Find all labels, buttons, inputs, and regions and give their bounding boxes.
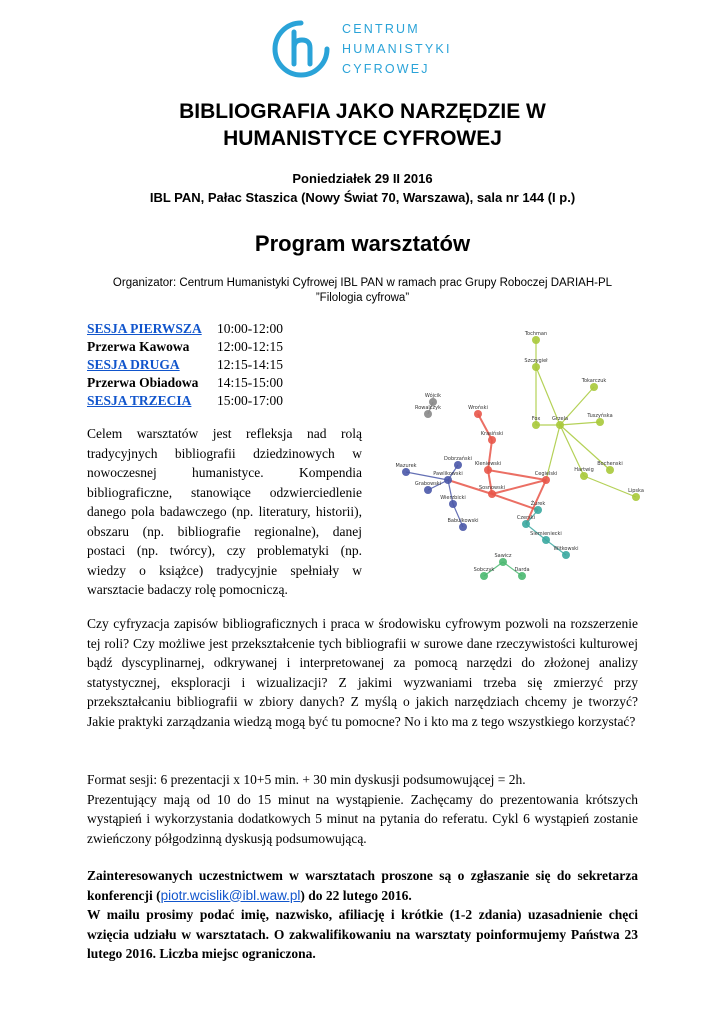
network-node-label: Siemieniecki bbox=[530, 531, 562, 537]
network-node-label: Cegielski bbox=[534, 471, 558, 477]
page-title bbox=[0, 98, 725, 152]
network-node-label: Tokarczuk bbox=[581, 378, 607, 384]
registration-instructions: W mailu prosimy podać imię, nazwisko, afiliację i krótkie (1-2 zdania) uzasadnienie chęci wzięcia udziału w warsztatach. O zakwalifikowaniu na warsztaty poinformujemy Państwa 23 lutego 2016. Liczba miejsc ograniczona. bbox=[87, 907, 638, 961]
organizer-note bbox=[60, 276, 665, 306]
network-node-label: Sawicz bbox=[494, 553, 512, 559]
network-node-dot bbox=[580, 472, 588, 480]
network-node-label: Wroński bbox=[468, 405, 488, 411]
network-node-dot bbox=[542, 476, 550, 484]
network-node-dot bbox=[488, 490, 496, 498]
network-node bbox=[415, 481, 441, 494]
format-line: Format sesji: 6 prezentacji x 10+5 min. + 30 min dyskusji podsumowującej = 2h. bbox=[87, 772, 526, 787]
network-node-dot bbox=[542, 536, 550, 544]
network-node bbox=[395, 463, 416, 476]
network-node-label: Wójcik bbox=[424, 393, 442, 399]
network-node-label: Darda bbox=[514, 567, 530, 573]
network-node-label: Rowalczyk bbox=[414, 405, 442, 411]
network-node-dot bbox=[532, 363, 540, 371]
organizer-line-2: ”Filologia cyfrowa” bbox=[315, 292, 410, 304]
network-node-label: Lipska bbox=[628, 488, 644, 494]
network-node-dot bbox=[459, 523, 467, 531]
network-node-dot bbox=[454, 461, 462, 469]
network-node-label: Żurek bbox=[530, 501, 546, 507]
network-node bbox=[425, 392, 441, 406]
schedule-row bbox=[87, 338, 283, 356]
network-node bbox=[524, 358, 548, 371]
network-node-label: Czerski bbox=[516, 515, 536, 521]
network-node-dot bbox=[518, 572, 526, 580]
schedule bbox=[87, 320, 283, 410]
format-section bbox=[87, 770, 638, 848]
network-node-label: Fox bbox=[531, 416, 541, 422]
network-node-label: Pawlikowski bbox=[433, 471, 463, 477]
network-node-dot bbox=[562, 551, 570, 559]
network-node-dot bbox=[444, 476, 452, 484]
network-node bbox=[468, 404, 488, 418]
network-node bbox=[524, 331, 547, 344]
network-node bbox=[440, 495, 466, 508]
chc-logo bbox=[270, 18, 460, 82]
network-node bbox=[530, 531, 562, 544]
network-node-label: Krasiński bbox=[480, 431, 504, 437]
contact-email-link[interactable]: piotr.wcislik@ibl.waw.pl bbox=[160, 887, 301, 903]
network-node-label: Dobrzański bbox=[444, 456, 472, 462]
network-node-dot bbox=[534, 506, 542, 514]
network-node bbox=[586, 412, 612, 426]
network-node-label: Bochenski bbox=[597, 461, 623, 467]
network-node bbox=[474, 567, 495, 580]
schedule-row bbox=[87, 374, 283, 392]
registration-call bbox=[87, 866, 638, 964]
network-node-label: Kleniewski bbox=[474, 461, 502, 467]
network-node bbox=[514, 567, 529, 580]
network-node bbox=[444, 455, 472, 469]
organizer-line-1: Organizator: Centrum Humanistyki Cyfrowej IBL PAN w ramach prac Grupy Roboczej DARIAH-PL bbox=[112, 277, 613, 289]
session-time: 14:15-15:00 bbox=[217, 375, 283, 390]
registration-after-email: ) do 22 lutego 2016. bbox=[300, 887, 412, 903]
network-node bbox=[481, 430, 503, 444]
schedule-row bbox=[87, 392, 283, 410]
logo-line-2: HUMANISTYKI bbox=[342, 42, 452, 56]
network-node bbox=[574, 467, 594, 480]
title-line-2: HUMANISTYCE CYFROWEJ bbox=[223, 127, 502, 150]
session-time: 15:00-17:00 bbox=[217, 393, 283, 408]
questions-paragraph: Czy cyfryzacja zapisów bibliograficznych i praca w środowisku cyfrowym pozwoli na rozszerzenie tej roli? Czy możliwe jest przekształcenie tych bibliografii w surowe dane rzeczywistości kulturowej bądź dyscyplinarnej, odkrywanej i interpretowanej za pomocą narzędzi do złożonej analizy statystycznej, eksploracji i wizualizacji? Z jakimi wyzwaniami trzeba się zmierzyć przy przekształcaniu bibliografii w zbiory danych? Z myślą o jakich narzędziach chcemy je tworzyć? Jakie praktyki zarządzania wiedzą mogą być tu pomocne? No i kto ma z tego wszystkiego korzystać? bbox=[87, 616, 638, 729]
network-node-label: Wierzbicki bbox=[440, 495, 466, 501]
network-node-dot bbox=[424, 410, 432, 418]
network-node bbox=[597, 461, 623, 474]
session-time: 10:00-12:00 bbox=[217, 321, 283, 336]
network-node-label: Witkowski bbox=[553, 546, 579, 552]
network-node-label: Szczygieł bbox=[524, 358, 548, 364]
network-node bbox=[581, 378, 607, 391]
network-node-dot bbox=[480, 572, 488, 580]
session-2-link[interactable]: SESJA DRUGA bbox=[87, 357, 180, 372]
network-node-dot bbox=[484, 466, 492, 474]
network-node-dot bbox=[532, 421, 540, 429]
network-node bbox=[448, 518, 479, 531]
intro-paragraph: Celem warsztatów jest refleksja nad rolą tradycyjnych bibliografii dziedzinowych w nowoczesnej humanistyce. Kompendia bibliograficzne, stanowiące odzwierciedlenie danego pola badawczego (np. literatury, historii), obszaru (np. bibliografie regionalne), danej postaci (np. twórcy), czy problematyki (np. wiedzy o książce) tradycyjnie spełniały w warsztacie badaczy rolę pomocniczą. bbox=[87, 426, 362, 597]
network-node-dot bbox=[499, 558, 507, 566]
network-node-label: Grabowski bbox=[414, 481, 442, 487]
network-node-dot bbox=[606, 466, 614, 474]
registration-before-email: Zainteresowanych uczestnictwem w warsztatach proszone są o zgłaszanie się do sekretarza konferencji ( bbox=[87, 868, 638, 903]
network-node-dot bbox=[449, 500, 457, 508]
break-label: Przerwa Obiadowa bbox=[87, 375, 199, 390]
network-node-dot bbox=[488, 436, 496, 444]
logo-line-3: CYFROWEJ bbox=[342, 62, 430, 76]
event-venue: IBL PAN, Pałac Staszica (Nowy Świat 70, Warszawa), sala nr 144 (I p.) bbox=[149, 190, 576, 205]
network-node bbox=[552, 416, 568, 429]
network-node-dot bbox=[556, 421, 564, 429]
network-node-label: Mazurek bbox=[395, 463, 417, 469]
format-paragraph: Prezentujący mają od 10 do 15 minut na wystąpienie. Zachęcamy do prezentowania krótszych wystąpień i wykorzystania dodatkowych 5 minut na pytania do referatu. Cykl 6 wystąpień zostanie zwieńczony półgodzinną dyskusją podsumowującą. bbox=[87, 791, 638, 846]
network-node bbox=[415, 405, 441, 418]
session-1-link[interactable]: SESJA PIERWSZA bbox=[87, 321, 202, 336]
network-node bbox=[517, 515, 535, 528]
network-node-label: Hartwig bbox=[574, 467, 594, 473]
network-node-label: Babulkowski bbox=[447, 518, 479, 524]
network-node-label: Tuszyńska bbox=[587, 413, 613, 419]
network-node-label: Grzela bbox=[551, 416, 569, 422]
title-line-1: BIBLIOGRAFIA JAKO NARZĘDZIE W bbox=[179, 100, 546, 123]
network-node-dot bbox=[596, 418, 604, 426]
network-node-dot bbox=[474, 410, 482, 418]
network-edges bbox=[406, 340, 636, 576]
session-3-link[interactable]: SESJA TRZECIA bbox=[87, 393, 192, 408]
event-date: Poniedziałek 29 II 2016 bbox=[292, 171, 433, 186]
session-time: 12:00-12:15 bbox=[217, 339, 283, 354]
network-node-label: Sobczyk bbox=[473, 567, 495, 573]
network-node-dot bbox=[590, 383, 598, 391]
network-node bbox=[494, 553, 511, 566]
network-node bbox=[532, 416, 541, 429]
network-node-dot bbox=[532, 336, 540, 344]
break-label: Przerwa Kawowa bbox=[87, 339, 190, 354]
network-node-dot bbox=[522, 520, 530, 528]
network-nodes bbox=[395, 331, 643, 580]
network-node-label: Tochman bbox=[524, 331, 548, 337]
network-edge bbox=[560, 422, 600, 425]
network-node-dot bbox=[402, 468, 410, 476]
schedule-row bbox=[87, 356, 283, 374]
network-node-dot bbox=[632, 493, 640, 501]
program-heading: Program warsztatów bbox=[254, 231, 471, 256]
logo-line-1: CENTRUM bbox=[342, 22, 420, 36]
network-node-dot bbox=[424, 486, 432, 494]
session-time: 12:15-14:15 bbox=[217, 357, 283, 372]
schedule-row bbox=[87, 320, 283, 338]
chc-logo-icon bbox=[270, 18, 332, 80]
network-node-label: Sosnowski bbox=[478, 485, 506, 491]
registration-text bbox=[87, 866, 638, 905]
network-node bbox=[554, 546, 579, 559]
bibliography-network-graph bbox=[388, 322, 653, 592]
